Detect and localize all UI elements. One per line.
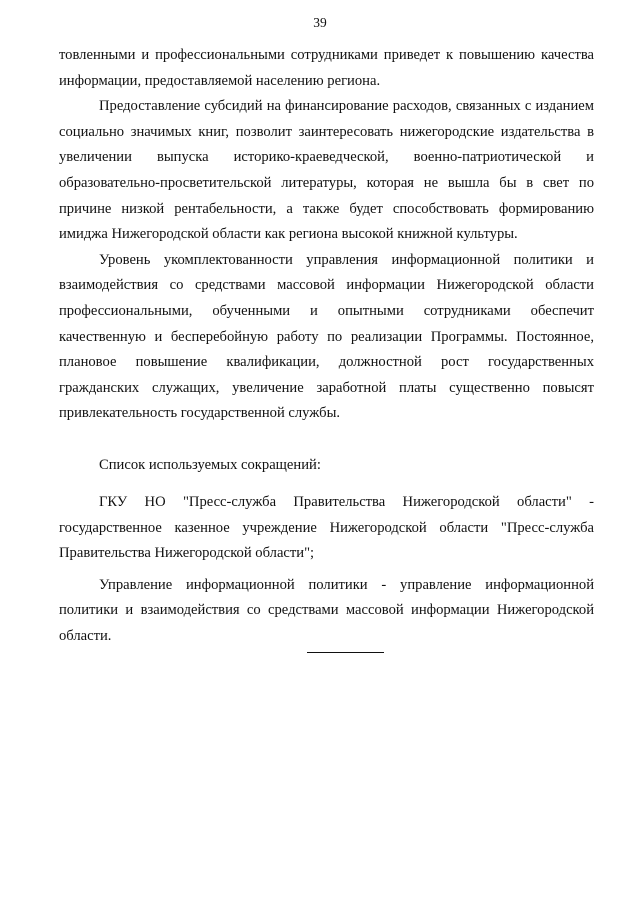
document-body bbox=[59, 43, 594, 656]
paragraph-continuation: товленными и профессиональными сотрудниками приведет к повышению качества информации, предоставляемой населению региона. bbox=[59, 47, 594, 89]
abbreviation-item-press-service: ГКУ НО "Пресс-служба Правительства Нижегородской области" - государственное казенное учреждение Нижегородской области "Пресс-служба Правительства Нижегородской области"; bbox=[59, 494, 594, 562]
abbreviation-item-info-policy: Управление информационной политики - управление информационной политики и взаимодействия со средствами массовой информации Нижегородской области. bbox=[59, 576, 594, 645]
page-number: 39 bbox=[313, 15, 327, 30]
abbreviations-heading: Список используемых сокращений: bbox=[99, 456, 321, 473]
end-of-section-rule bbox=[307, 652, 384, 653]
paragraph-staffing: Уровень укомплектованности управления информационной политики и взаимодействия со средствами массовой информации Нижегородской области профессиональными, обученными и опытными сотрудниками обеспечит качественную и бесперебойную работу по реализации Программы. Постоянное, плановое повышение квалификации, должностной рост государственных гражданских служащих, увеличение заработной платы существенно повысят привлекательность государственной службы. bbox=[59, 251, 594, 422]
paragraph-subsidies: Предоставление субсидий на финансирование расходов, связанных с изданием социально значимых книг, позволит заинтересовать нижегородские издательства в увеличении выпуска историко-краеведческой, военно-патриотической и образовательно-просветительской литературы, которая не вышла бы в свет по причине низкой рентабельности, а также будет способствовать формированию имиджа Нижегородской области как региона высокой книжной культуры. bbox=[59, 98, 594, 243]
